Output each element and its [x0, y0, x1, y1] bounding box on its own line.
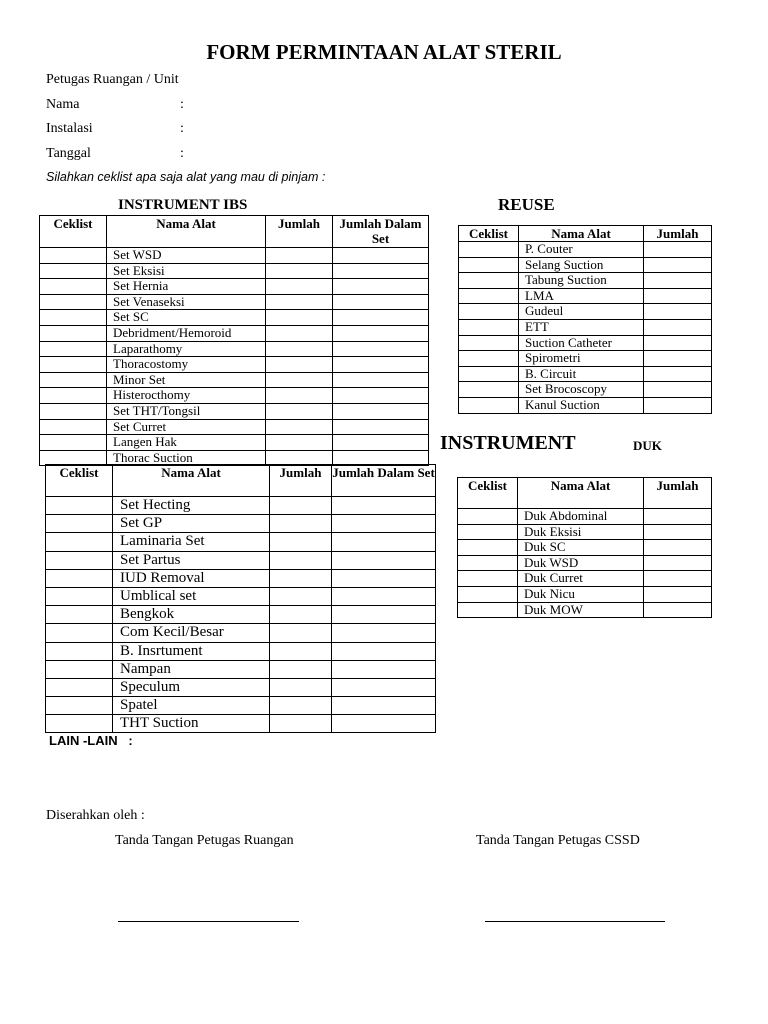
instrument-jumlah-cell[interactable]: [270, 697, 332, 715]
instrument-jumlah-cell[interactable]: [270, 497, 332, 515]
instrument-header-ceklist: Ceklist: [46, 465, 113, 497]
table-row: [459, 335, 712, 351]
reuse-item-name: B. Circuit: [519, 366, 644, 382]
form-title: FORM PERMINTAAN ALAT STERIL: [206, 40, 562, 64]
reuse-checkbox-cell[interactable]: [459, 397, 519, 413]
duk-header-jumlah: Jumlah: [644, 478, 712, 509]
table-row: [458, 509, 712, 525]
nama-label: Nama: [46, 97, 80, 112]
reuse-jumlah-cell[interactable]: [644, 366, 712, 382]
duk-checkbox-cell[interactable]: [458, 540, 518, 556]
duk-jumlah-cell[interactable]: [644, 540, 712, 556]
ibs-checkbox-cell[interactable]: [40, 372, 107, 388]
table-row: [40, 263, 429, 279]
duk-checkbox-cell[interactable]: [458, 571, 518, 587]
reuse-item-name: Suction Catheter: [519, 335, 644, 351]
reuse-checkbox-cell[interactable]: [459, 288, 519, 304]
ibs-jumlah-dalam-set-cell[interactable]: [333, 263, 429, 279]
instrument-jumlah-cell[interactable]: [270, 569, 332, 587]
reuse-item-name: Tabung Suction: [519, 273, 644, 289]
instrument-checkbox-cell[interactable]: [46, 533, 113, 551]
signature-label-cssd: Tanda Tangan Petugas CSSD: [476, 833, 640, 848]
ibs-checkbox-cell[interactable]: [40, 419, 107, 435]
reuse-jumlah-cell[interactable]: [644, 319, 712, 335]
duk-jumlah-cell[interactable]: [644, 509, 712, 525]
instrument-jumlah-dalam-set-cell[interactable]: [332, 497, 436, 515]
reuse-jumlah-cell[interactable]: [644, 351, 712, 367]
tanggal-label: Tanggal: [46, 146, 91, 161]
ibs-header-jumlah: Jumlah: [266, 216, 333, 248]
nama-colon: :: [180, 97, 184, 112]
ibs-header-jumlah-dalam-set: Jumlah Dalam Set: [333, 216, 429, 248]
instrument-jumlah-dalam-set-cell[interactable]: [332, 660, 436, 678]
instrument-jumlah-cell[interactable]: [270, 660, 332, 678]
table-row: [40, 372, 429, 388]
instrument-jumlah-cell[interactable]: [270, 587, 332, 605]
ibs-checkbox-cell[interactable]: [40, 263, 107, 279]
table-row: [40, 357, 429, 373]
ibs-checkbox-cell[interactable]: [40, 435, 107, 451]
instrument-jumlah-dalam-set-cell[interactable]: [332, 533, 436, 551]
instrument-checkbox-cell[interactable]: [46, 697, 113, 715]
ibs-item-name: Set WSD: [107, 248, 266, 264]
instrument-checkbox-cell[interactable]: [46, 624, 113, 642]
reuse-checkbox-cell[interactable]: [459, 366, 519, 382]
reuse-jumlah-cell[interactable]: [644, 242, 712, 258]
table-row: [46, 515, 436, 533]
table-row: [46, 678, 436, 696]
instrument-jumlah-cell[interactable]: [270, 606, 332, 624]
table-row: [40, 435, 429, 451]
ibs-jumlah-dalam-set-cell[interactable]: [333, 388, 429, 404]
table-row: [459, 382, 712, 398]
instrument-checkbox-cell[interactable]: [46, 678, 113, 696]
reuse-jumlah-cell[interactable]: [644, 304, 712, 320]
duk-item-name: Duk WSD: [518, 555, 644, 571]
diserahkan-label: Diserahkan oleh :: [46, 808, 145, 823]
instrument-checkbox-cell[interactable]: [46, 587, 113, 605]
signature-line-cssd: [485, 921, 665, 922]
table-row: [46, 606, 436, 624]
reuse-checkbox-cell[interactable]: [459, 304, 519, 320]
reuse-item-name: Set Brocoscopy: [519, 382, 644, 398]
instrument-header-jumlah: Jumlah: [270, 465, 332, 497]
duk-item-name: Duk Eksisi: [518, 524, 644, 540]
instrument-header-nama: Nama Alat: [113, 465, 270, 497]
ibs-item-name: Minor Set: [107, 372, 266, 388]
reuse-jumlah-cell[interactable]: [644, 288, 712, 304]
reuse-jumlah-cell[interactable]: [644, 273, 712, 289]
table-row: [40, 325, 429, 341]
ibs-jumlah-dalam-set-cell[interactable]: [333, 325, 429, 341]
ibs-checkbox-cell[interactable]: [40, 325, 107, 341]
ibs-jumlah-dalam-set-cell[interactable]: [333, 310, 429, 326]
ibs-checkbox-cell[interactable]: [40, 279, 107, 295]
table-row: [40, 248, 429, 264]
table-row: [40, 419, 429, 435]
ibs-jumlah-cell[interactable]: [266, 403, 333, 419]
ibs-jumlah-dalam-set-cell[interactable]: [333, 419, 429, 435]
reuse-header-jumlah: Jumlah: [644, 226, 712, 242]
ibs-item-name: Thorac Suction: [107, 450, 266, 466]
ibs-item-name: Langen Hak: [107, 435, 266, 451]
instruction-text: Silahkan ceklist apa saja alat yang mau di pinjam :: [46, 170, 326, 184]
table-row: [459, 288, 712, 304]
reuse-jumlah-cell[interactable]: [644, 397, 712, 413]
instrument-jumlah-dalam-set-cell[interactable]: [332, 697, 436, 715]
ibs-checkbox-cell[interactable]: [40, 388, 107, 404]
duk-item-name: Duk SC: [518, 540, 644, 556]
instrument-jumlah-dalam-set-cell[interactable]: [332, 606, 436, 624]
table-row: [46, 697, 436, 715]
table-row: [458, 540, 712, 556]
reuse-checkbox-cell[interactable]: [459, 242, 519, 258]
ibs-jumlah-cell[interactable]: [266, 325, 333, 341]
ibs-checkbox-cell[interactable]: [40, 341, 107, 357]
ibs-heading: INSTRUMENT IBS: [118, 197, 248, 213]
duk-heading-duk: DUK: [633, 438, 662, 453]
reuse-item-name: LMA: [519, 288, 644, 304]
instrument-item-name: Umblical set: [113, 587, 270, 605]
instrument-item-name: Laminaria Set: [113, 533, 270, 551]
instrument-checkbox-cell[interactable]: [46, 660, 113, 678]
reuse-checkbox-cell[interactable]: [459, 351, 519, 367]
reuse-item-name: Gudeul: [519, 304, 644, 320]
ibs-jumlah-dalam-set-cell[interactable]: [333, 403, 429, 419]
ibs-table: [39, 215, 429, 466]
table-row: [46, 642, 436, 660]
instrument-item-name: THT Suction: [113, 715, 270, 733]
ibs-checkbox-cell[interactable]: [40, 294, 107, 310]
instrument-jumlah-cell[interactable]: [270, 515, 332, 533]
ibs-item-name: Histerocthomy: [107, 388, 266, 404]
instrument-checkbox-cell[interactable]: [46, 715, 113, 733]
ibs-jumlah-dalam-set-cell[interactable]: [333, 279, 429, 295]
reuse-item-name: Kanul Suction: [519, 397, 644, 413]
ibs-checkbox-cell[interactable]: [40, 357, 107, 373]
ibs-jumlah-cell[interactable]: [266, 248, 333, 264]
ibs-jumlah-cell[interactable]: [266, 372, 333, 388]
instrument-item-name: Spatel: [113, 697, 270, 715]
instrument-item-name: Set Partus: [113, 551, 270, 569]
table-row: [459, 351, 712, 367]
ibs-jumlah-cell[interactable]: [266, 419, 333, 435]
ibs-jumlah-dalam-set-cell[interactable]: [333, 341, 429, 357]
instrument-item-name: Nampan: [113, 660, 270, 678]
table-row: [46, 660, 436, 678]
instrument-jumlah-cell[interactable]: [270, 624, 332, 642]
table-row: [40, 403, 429, 419]
table-row: [40, 341, 429, 357]
instrument-jumlah-dalam-set-cell[interactable]: [332, 569, 436, 587]
duk-checkbox-cell[interactable]: [458, 602, 518, 618]
ibs-jumlah-cell[interactable]: [266, 310, 333, 326]
instrument-item-name: Set GP: [113, 515, 270, 533]
table-row: [40, 310, 429, 326]
duk-item-name: Duk Nicu: [518, 586, 644, 602]
reuse-item-name: ETT: [519, 319, 644, 335]
ibs-jumlah-dalam-set-cell[interactable]: [333, 294, 429, 310]
reuse-item-name: Selang Suction: [519, 257, 644, 273]
signature-line-ruangan: [118, 921, 299, 922]
reuse-header-ceklist: Ceklist: [459, 226, 519, 242]
lain-lain-label: LAIN -LAIN :: [49, 733, 133, 748]
instrument-jumlah-dalam-set-cell[interactable]: [332, 551, 436, 569]
reuse-jumlah-cell[interactable]: [644, 382, 712, 398]
instrument-jumlah-cell[interactable]: [270, 715, 332, 733]
ibs-jumlah-cell[interactable]: [266, 263, 333, 279]
instrument-item-name: Set Hecting: [113, 497, 270, 515]
duk-jumlah-cell[interactable]: [644, 555, 712, 571]
table-row: [458, 602, 712, 618]
duk-heading-instrument: INSTRUMENT: [440, 432, 576, 454]
table-row: [46, 497, 436, 515]
table-row: [458, 571, 712, 587]
instalasi-label: Instalasi: [46, 121, 93, 136]
duk-checkbox-cell[interactable]: [458, 555, 518, 571]
instrument-table: [45, 464, 436, 733]
reuse-checkbox-cell[interactable]: [459, 335, 519, 351]
duk-checkbox-cell[interactable]: [458, 586, 518, 602]
instrument-checkbox-cell[interactable]: [46, 497, 113, 515]
reuse-jumlah-cell[interactable]: [644, 257, 712, 273]
ibs-jumlah-dalam-set-cell[interactable]: [333, 372, 429, 388]
ibs-item-name: Thoracostomy: [107, 357, 266, 373]
reuse-heading: REUSE: [498, 195, 555, 214]
ibs-item-name: Set Curret: [107, 419, 266, 435]
ibs-jumlah-cell[interactable]: [266, 435, 333, 451]
instrument-checkbox-cell[interactable]: [46, 515, 113, 533]
table-row: [459, 257, 712, 273]
instrument-item-name: Speculum: [113, 678, 270, 696]
instrument-item-name: IUD Removal: [113, 569, 270, 587]
reuse-checkbox-cell[interactable]: [459, 257, 519, 273]
ibs-jumlah-cell[interactable]: [266, 357, 333, 373]
instrument-jumlah-dalam-set-cell[interactable]: [332, 642, 436, 660]
ibs-checkbox-cell[interactable]: [40, 403, 107, 419]
ibs-jumlah-dalam-set-cell[interactable]: [333, 435, 429, 451]
duk-checkbox-cell[interactable]: [458, 509, 518, 525]
table-row: [458, 524, 712, 540]
instrument-checkbox-cell[interactable]: [46, 551, 113, 569]
table-row: [459, 366, 712, 382]
table-row: [40, 279, 429, 295]
table-row: [40, 388, 429, 404]
instalasi-colon: :: [180, 121, 184, 136]
table-row: [459, 242, 712, 258]
table-row: [46, 533, 436, 551]
instrument-jumlah-cell[interactable]: [270, 533, 332, 551]
reuse-checkbox-cell[interactable]: [459, 273, 519, 289]
ibs-header-nama: Nama Alat: [107, 216, 266, 248]
instrument-jumlah-cell[interactable]: [270, 678, 332, 696]
ibs-jumlah-cell[interactable]: [266, 341, 333, 357]
ibs-checkbox-cell[interactable]: [40, 310, 107, 326]
duk-item-name: Duk MOW: [518, 602, 644, 618]
table-row: [459, 304, 712, 320]
ibs-jumlah-cell[interactable]: [266, 294, 333, 310]
ibs-item-name: Debridment/Hemoroid: [107, 325, 266, 341]
instrument-jumlah-dalam-set-cell[interactable]: [332, 624, 436, 642]
ibs-item-name: Set THT/Tongsil: [107, 403, 266, 419]
duk-table: [457, 477, 712, 618]
duk-header-ceklist: Ceklist: [458, 478, 518, 509]
table-row: [46, 624, 436, 642]
ibs-jumlah-dalam-set-cell[interactable]: [333, 248, 429, 264]
ibs-item-name: Set SC: [107, 310, 266, 326]
table-row: [459, 273, 712, 289]
duk-jumlah-cell[interactable]: [644, 586, 712, 602]
duk-jumlah-cell[interactable]: [644, 524, 712, 540]
table-row: [46, 587, 436, 605]
instrument-jumlah-dalam-set-cell[interactable]: [332, 515, 436, 533]
instrument-checkbox-cell[interactable]: [46, 569, 113, 587]
reuse-item-name: Spirometri: [519, 351, 644, 367]
ibs-item-name: Set Eksisi: [107, 263, 266, 279]
table-row: [458, 586, 712, 602]
instrument-checkbox-cell[interactable]: [46, 642, 113, 660]
signature-label-ruangan: Tanda Tangan Petugas Ruangan: [115, 833, 294, 848]
instrument-checkbox-cell[interactable]: [46, 606, 113, 624]
instrument-jumlah-cell[interactable]: [270, 642, 332, 660]
duk-header-nama: Nama Alat: [518, 478, 644, 509]
tanggal-colon: :: [180, 146, 184, 161]
ibs-checkbox-cell[interactable]: [40, 248, 107, 264]
ibs-item-name: Set Hernia: [107, 279, 266, 295]
table-row: [40, 294, 429, 310]
table-row: [46, 715, 436, 733]
ibs-jumlah-dalam-set-cell[interactable]: [333, 357, 429, 373]
instrument-item-name: Com Kecil/Besar: [113, 624, 270, 642]
reuse-checkbox-cell[interactable]: [459, 382, 519, 398]
table-row: [459, 397, 712, 413]
duk-jumlah-cell[interactable]: [644, 602, 712, 618]
reuse-item-name: P. Couter: [519, 242, 644, 258]
reuse-table: [458, 225, 712, 414]
ibs-item-name: Set Venaseksi: [107, 294, 266, 310]
instrument-item-name: B. Insrtument: [113, 642, 270, 660]
table-row: [46, 569, 436, 587]
ibs-jumlah-cell[interactable]: [266, 279, 333, 295]
duk-item-name: Duk Abdominal: [518, 509, 644, 525]
petugas-label: Petugas Ruangan / Unit: [46, 72, 179, 87]
instrument-item-name: Bengkok: [113, 606, 270, 624]
instrument-jumlah-dalam-set-cell[interactable]: [332, 678, 436, 696]
duk-item-name: Duk Curret: [518, 571, 644, 587]
reuse-checkbox-cell[interactable]: [459, 319, 519, 335]
instrument-jumlah-dalam-set-cell[interactable]: [332, 587, 436, 605]
table-row: [459, 319, 712, 335]
reuse-header-nama: Nama Alat: [519, 226, 644, 242]
ibs-header-ceklist: Ceklist: [40, 216, 107, 248]
instrument-header-jumlah-dalam-set: Jumlah Dalam Set: [332, 465, 436, 497]
duk-jumlah-cell[interactable]: [644, 571, 712, 587]
instrument-jumlah-cell[interactable]: [270, 551, 332, 569]
table-row: [458, 555, 712, 571]
duk-checkbox-cell[interactable]: [458, 524, 518, 540]
reuse-jumlah-cell[interactable]: [644, 335, 712, 351]
table-row: [46, 551, 436, 569]
ibs-item-name: Laparathomy: [107, 341, 266, 357]
ibs-jumlah-cell[interactable]: [266, 388, 333, 404]
instrument-jumlah-dalam-set-cell[interactable]: [332, 715, 436, 733]
